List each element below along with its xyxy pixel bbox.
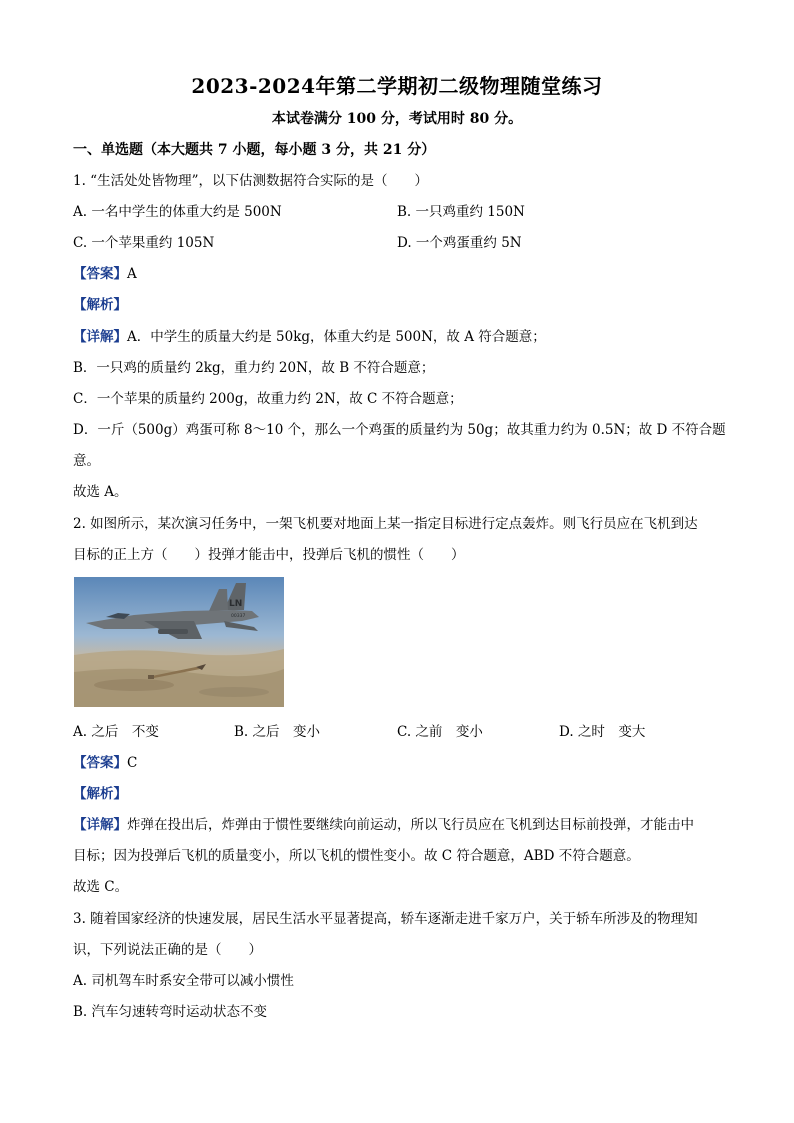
section-heading: 一、单选题（本大题共 7 小题，每小题 3 分，共 21 分） xyxy=(73,142,436,158)
q2-option-a: A. 之后 不变 xyxy=(73,724,159,740)
page-title: 2023-2024年第二学期初二级物理随堂练习 xyxy=(191,74,603,98)
q1-detail-tag: 【详解】 xyxy=(73,329,127,345)
q2-detail-text-1: 炸弹在投出后，炸弹由于惯性要继续向前运动，所以飞行员应在飞机到达目标前投弹，才能击中 xyxy=(127,817,694,833)
q1-option-c: C. 一个苹果重约 105N xyxy=(73,235,215,251)
q2-conclusion: 故选 C。 xyxy=(73,879,129,895)
q1-option-a: A. 一名中学生的体重大约是 500N xyxy=(73,204,282,220)
q3-stem-line-1: 3. 随着国家经济的快速发展，居民生活水平显著提高，轿车逐渐走进千家万户，关于轿车所涉及的物理知 xyxy=(73,911,698,927)
q2-detail-line-2: 目标；因为投弹后飞机的质量变小，所以飞机的惯性变小。故 C 符合题意，ABD 不符合题意。 xyxy=(73,848,640,864)
q3-option-a: A. 司机驾车时系安全带可以减小惯性 xyxy=(73,973,294,989)
page-subtitle: 本试卷满分 100 分，考试用时 80 分。 xyxy=(271,111,523,127)
q1-detail-line-4: D．一斤（500g）鸡蛋可称 8～10 个，那么一个鸡蛋的质量约为 50g；故其重力约为 0.5N；故 D 不符合题 xyxy=(73,422,726,438)
q2-detail-line-1 xyxy=(73,816,694,834)
q1-answer-tag: 【答案】 xyxy=(73,266,127,282)
q1-option-d: D. 一个鸡蛋重约 5N xyxy=(397,235,522,251)
q2-analysis-tag: 【解析】 xyxy=(73,786,127,802)
q2-option-c: C. 之前 变小 xyxy=(397,724,483,740)
q1-analysis-tag: 【解析】 xyxy=(73,297,127,313)
q1-stem: 1. “生活处处皆物理”，以下估测数据符合实际的是（ ） xyxy=(73,173,428,189)
q3-option-b: B. 汽车匀速转弯时运动状态不变 xyxy=(73,1004,268,1020)
q1-detail-line-5: 意。 xyxy=(73,453,100,469)
jet-tail-code: LN xyxy=(229,599,243,609)
q1-conclusion: 故选 A。 xyxy=(73,484,128,500)
q2-detail-tag: 【详解】 xyxy=(73,817,127,833)
q1-option-b: B. 一只鸡重约 150N xyxy=(397,204,525,220)
q2-stem-line-1: 2. 如图所示，某次演习任务中，一架飞机要对地面上某一指定目标进行定点轰炸。则飞行员应在飞机到达 xyxy=(73,516,698,532)
q2-option-b: B. 之后 变小 xyxy=(234,724,321,740)
q2-answer-value: C xyxy=(127,755,138,771)
q2-figure-jet-dropping-bomb xyxy=(74,577,284,707)
q3-stem-line-2: 识，下列说法正确的是（ ） xyxy=(73,942,262,958)
q2-answer-tag: 【答案】 xyxy=(73,755,127,771)
q2-option-d: D. 之时 变大 xyxy=(559,724,646,740)
q1-detail-line-2: B．一只鸡的质量约 2kg，重力约 20N，故 B 不符合题意； xyxy=(73,360,435,376)
q1-detail-line-3: C．一个苹果的质量约 200g，故重力约 2N，故 C 不符合题意； xyxy=(73,391,463,407)
q1-detail-line-1 xyxy=(73,328,546,346)
q1-detail-text-1: A．中学生的质量大约是 50kg，体重大约是 500N，故 A 符合题意； xyxy=(127,329,546,345)
q1-answer-value: A xyxy=(127,266,137,282)
q2-answer xyxy=(73,754,137,772)
q1-answer xyxy=(73,265,137,283)
q2-stem-line-2: 目标的正上方（ ）投弹才能击中，投弹后飞机的惯性（ ） xyxy=(73,547,465,563)
jet-serial-number: 00337 xyxy=(231,614,246,619)
